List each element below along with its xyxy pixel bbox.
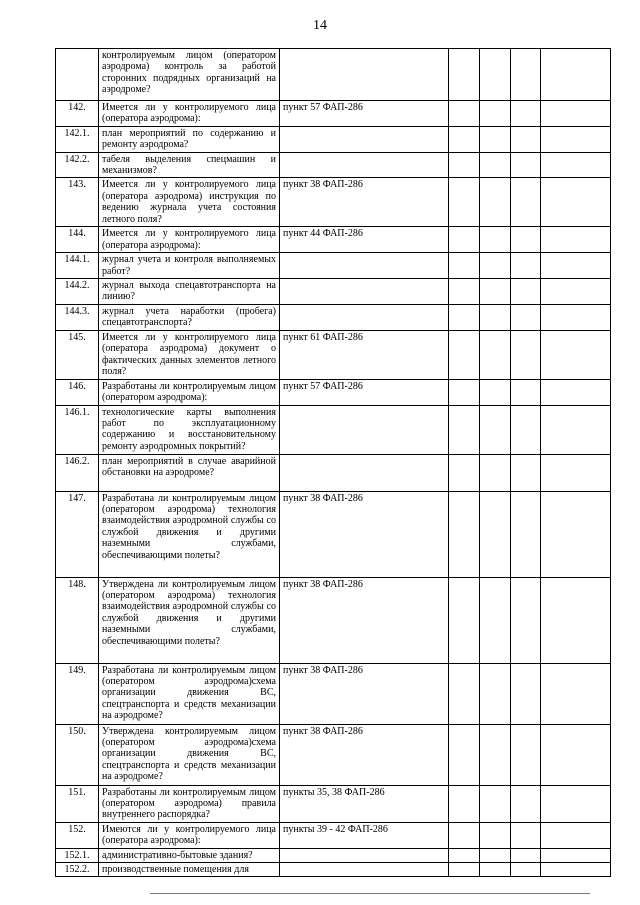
requirement-reference: [280, 279, 449, 305]
answer-no-cell: [480, 848, 511, 862]
answer-yes-cell: [449, 491, 480, 577]
answer-na-cell: [511, 126, 541, 152]
question-text: Имеется ли у контролируемого лица (оператора аэродрома) документ о фактических данных элементов летного поля?: [99, 330, 280, 379]
table-row: [56, 862, 611, 876]
requirement-reference: [280, 848, 449, 862]
answer-no-cell: [480, 330, 511, 379]
answer-yes-cell: [449, 785, 480, 822]
answer-na-cell: [511, 279, 541, 305]
answer-yes-cell: [449, 304, 480, 330]
note-cell: [541, 152, 611, 178]
answer-na-cell: [511, 822, 541, 848]
note-cell: [541, 724, 611, 785]
table-row: [56, 304, 611, 330]
requirement-reference: [280, 49, 449, 101]
note-cell: [541, 663, 611, 724]
item-number: 146.1.: [56, 405, 99, 454]
answer-na-cell: [511, 405, 541, 454]
answer-na-cell: [511, 491, 541, 577]
answer-yes-cell: [449, 663, 480, 724]
page-number: 14: [313, 18, 327, 33]
answer-no-cell: [480, 663, 511, 724]
item-number: 144.3.: [56, 304, 99, 330]
note-cell: [541, 304, 611, 330]
item-number: 142.: [56, 101, 99, 127]
note-cell: [541, 405, 611, 454]
table-row: [56, 663, 611, 724]
requirement-reference: [280, 862, 449, 876]
requirement-reference: [280, 253, 449, 279]
requirement-reference: [280, 126, 449, 152]
question-text: Имеется ли у контролируемого лица (оператора аэродрома):: [99, 227, 280, 253]
question-text: Разработана ли контролируемым лицом (оператором аэродрома) технология взаимодействия аэродромной службы со службой движения и другими наземными службами, обеспечивающими полеты?: [99, 491, 280, 577]
question-text: Разработаны ли контролируемым лицом (оператором аэродрома):: [99, 379, 280, 405]
item-number: 144.1.: [56, 253, 99, 279]
item-number: 146.2.: [56, 454, 99, 491]
answer-no-cell: [480, 101, 511, 127]
requirement-reference: [280, 405, 449, 454]
item-number: 149.: [56, 663, 99, 724]
table-row: [56, 152, 611, 178]
answer-yes-cell: [449, 49, 480, 101]
requirement-reference: пункт 61 ФАП-286: [280, 330, 449, 379]
answer-yes-cell: [449, 862, 480, 876]
question-text: Утверждена ли контролируемым лицом (оператором аэродрома) технология взаимодействия аэродромной службы со службой движения и другими наземными службами, обеспечивающими полеты?: [99, 577, 280, 663]
table-row: [56, 101, 611, 127]
requirement-reference: [280, 304, 449, 330]
answer-no-cell: [480, 405, 511, 454]
question-text: Имеются ли у контролируемого лица (оператора аэродрома):: [99, 822, 280, 848]
table-row: [56, 785, 611, 822]
item-number: 150.: [56, 724, 99, 785]
answer-na-cell: [511, 379, 541, 405]
question-text: технологические карты выполнения работ по эксплуатационному содержанию и восстановительному ремонту аэродромных покрытий?: [99, 405, 280, 454]
table-row: [56, 279, 611, 305]
answer-yes-cell: [449, 379, 480, 405]
table-row: [56, 454, 611, 491]
requirement-reference: [280, 152, 449, 178]
answer-yes-cell: [449, 152, 480, 178]
answer-na-cell: [511, 101, 541, 127]
note-cell: [541, 279, 611, 305]
item-number: 144.2.: [56, 279, 99, 305]
question-text: план мероприятий по содержанию и ремонту аэродрома?: [99, 126, 280, 152]
answer-no-cell: [480, 253, 511, 279]
answer-na-cell: [511, 724, 541, 785]
table-row: [56, 405, 611, 454]
checklist-table: [55, 48, 611, 877]
question-text: Утверждена контролируемым лицом (оператором аэродрома)схема организации движения ВС, спецтранспорта и средств механизации на аэродроме?: [99, 724, 280, 785]
item-number: 147.: [56, 491, 99, 577]
item-number: 145.: [56, 330, 99, 379]
answer-no-cell: [480, 379, 511, 405]
item-number: 144.: [56, 227, 99, 253]
answer-na-cell: [511, 454, 541, 491]
answer-na-cell: [511, 227, 541, 253]
item-number: 142.2.: [56, 152, 99, 178]
table-row: [56, 253, 611, 279]
question-text: табеля выделения спецмашин и механизмов?: [99, 152, 280, 178]
note-cell: [541, 178, 611, 227]
note-cell: [541, 126, 611, 152]
item-number: 152.2.: [56, 862, 99, 876]
note-cell: [541, 101, 611, 127]
item-number: 151.: [56, 785, 99, 822]
answer-no-cell: [480, 724, 511, 785]
note-cell: [541, 822, 611, 848]
table-row: [56, 227, 611, 253]
question-text: административно-бытовые здания?: [99, 848, 280, 862]
answer-no-cell: [480, 822, 511, 848]
table-row: [56, 822, 611, 848]
requirement-reference: пункт 57 ФАП-286: [280, 101, 449, 127]
question-text: Разработаны ли контролируемым лицом (оператором аэродрома) правила внутреннего распорядка?: [99, 785, 280, 822]
answer-no-cell: [480, 152, 511, 178]
requirement-reference: пункт 38 ФАП-286: [280, 724, 449, 785]
table-row: [56, 848, 611, 862]
requirement-reference: пункт 57 ФАП-286: [280, 379, 449, 405]
answer-yes-cell: [449, 279, 480, 305]
answer-yes-cell: [449, 227, 480, 253]
item-number: 143.: [56, 178, 99, 227]
note-cell: [541, 49, 611, 101]
item-number: 148.: [56, 577, 99, 663]
answer-yes-cell: [449, 454, 480, 491]
answer-yes-cell: [449, 126, 480, 152]
item-number: [56, 49, 99, 101]
answer-na-cell: [511, 577, 541, 663]
answer-yes-cell: [449, 724, 480, 785]
answer-no-cell: [480, 178, 511, 227]
note-cell: [541, 253, 611, 279]
answer-yes-cell: [449, 405, 480, 454]
item-number: 152.: [56, 822, 99, 848]
requirement-reference: пункт 38 ФАП-286: [280, 663, 449, 724]
note-cell: [541, 577, 611, 663]
question-text: план мероприятий в случае аварийной обстановки на аэродроме?: [99, 454, 280, 491]
table-row: [56, 330, 611, 379]
question-text: Имеется ли у контролируемого лица (оператора аэродрома) инструкция по ведению журнала учета состояния летного поля?: [99, 178, 280, 227]
requirement-reference: пункт 38 ФАП-286: [280, 178, 449, 227]
answer-na-cell: [511, 152, 541, 178]
note-cell: [541, 227, 611, 253]
question-text: производственные помещения для: [99, 862, 280, 876]
answer-na-cell: [511, 253, 541, 279]
requirement-reference: пункт 44 ФАП-286: [280, 227, 449, 253]
requirement-reference: пункт 38 ФАП-286: [280, 491, 449, 577]
answer-yes-cell: [449, 848, 480, 862]
table-row: [56, 577, 611, 663]
table-row: [56, 49, 611, 101]
question-text: журнал выхода спецавтотранспорта на линию?: [99, 279, 280, 305]
answer-no-cell: [480, 279, 511, 305]
answer-na-cell: [511, 304, 541, 330]
question-text: журнал учета и контроля выполняемых работ?: [99, 253, 280, 279]
note-cell: [541, 491, 611, 577]
answer-na-cell: [511, 178, 541, 227]
requirement-reference: [280, 454, 449, 491]
requirement-reference: пункты 35, 38 ФАП-286: [280, 785, 449, 822]
question-text: Разработана ли контролируемым лицом (оператором аэродрома)схема организации движения ВС, спецтранспорта и средств механизации на аэродроме?: [99, 663, 280, 724]
answer-yes-cell: [449, 178, 480, 227]
question-text: контролируемым лицом (оператором аэродрома) контроль за работой сторонних подрядных организаций на аэродроме?: [99, 49, 280, 101]
table-row: [56, 491, 611, 577]
answer-na-cell: [511, 49, 541, 101]
note-cell: [541, 862, 611, 876]
note-cell: [541, 454, 611, 491]
answer-no-cell: [480, 454, 511, 491]
answer-yes-cell: [449, 101, 480, 127]
answer-yes-cell: [449, 577, 480, 663]
note-cell: [541, 848, 611, 862]
table-row: [56, 126, 611, 152]
table-row: [56, 724, 611, 785]
answer-no-cell: [480, 577, 511, 663]
question-text: журнал учета наработки (пробега) спецавтотранспорта?: [99, 304, 280, 330]
item-number: 152.1.: [56, 848, 99, 862]
answer-na-cell: [511, 330, 541, 379]
table-row: [56, 379, 611, 405]
answer-na-cell: [511, 862, 541, 876]
question-text: Имеется ли у контролируемого лица (оператора аэродрома):: [99, 101, 280, 127]
requirement-reference: пункт 38 ФАП-286: [280, 577, 449, 663]
answer-na-cell: [511, 848, 541, 862]
answer-na-cell: [511, 663, 541, 724]
answer-yes-cell: [449, 822, 480, 848]
answer-no-cell: [480, 227, 511, 253]
table-row: [56, 178, 611, 227]
answer-no-cell: [480, 304, 511, 330]
note-cell: [541, 330, 611, 379]
page-bottom-rule: [150, 893, 590, 894]
answer-no-cell: [480, 49, 511, 101]
answer-no-cell: [480, 126, 511, 152]
item-number: 142.1.: [56, 126, 99, 152]
note-cell: [541, 379, 611, 405]
answer-yes-cell: [449, 330, 480, 379]
answer-na-cell: [511, 785, 541, 822]
requirement-reference: пункты 39 - 42 ФАП-286: [280, 822, 449, 848]
answer-no-cell: [480, 862, 511, 876]
answer-no-cell: [480, 491, 511, 577]
item-number: 146.: [56, 379, 99, 405]
note-cell: [541, 785, 611, 822]
answer-no-cell: [480, 785, 511, 822]
answer-yes-cell: [449, 253, 480, 279]
